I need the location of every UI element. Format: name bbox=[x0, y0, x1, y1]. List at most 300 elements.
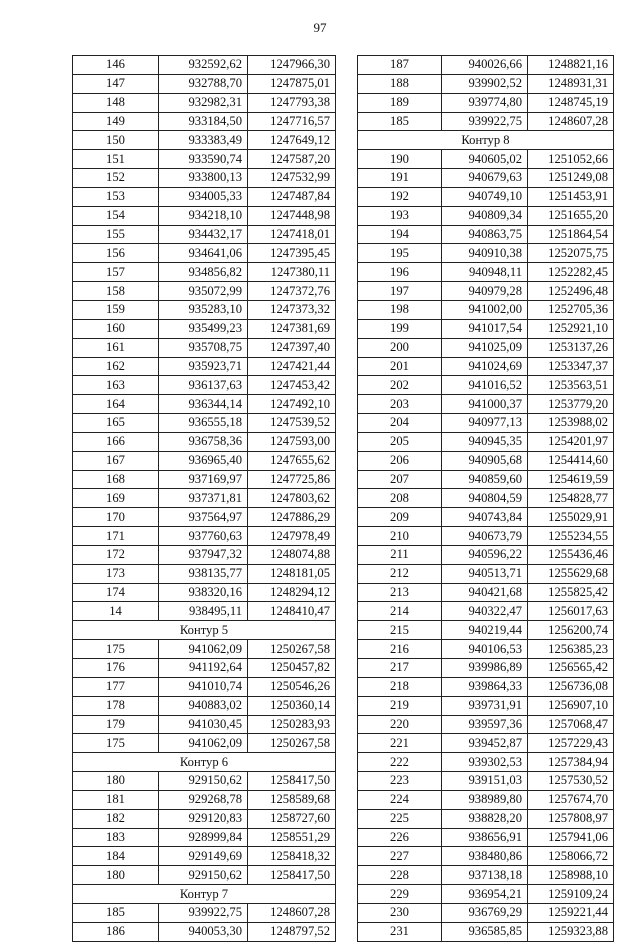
y-coordinate-cell: 1247655,62 bbox=[248, 451, 336, 470]
y-coordinate-cell: 1247421,44 bbox=[248, 357, 336, 376]
table-row bbox=[73, 866, 336, 885]
y-coordinate-cell: 1248931,31 bbox=[528, 74, 614, 93]
point-number-cell: 153 bbox=[73, 187, 159, 206]
point-number-cell: 175 bbox=[73, 734, 159, 753]
y-coordinate-cell: 1247886,29 bbox=[248, 508, 336, 527]
contour-header-row bbox=[358, 131, 614, 150]
table-row bbox=[73, 338, 336, 357]
table-row bbox=[73, 112, 336, 131]
y-coordinate-cell: 1248745,19 bbox=[528, 93, 614, 112]
point-number-cell: 203 bbox=[358, 395, 442, 414]
x-coordinate-cell: 940859,60 bbox=[442, 470, 528, 489]
y-coordinate-cell: 1252282,45 bbox=[528, 263, 614, 282]
y-coordinate-cell: 1247373,32 bbox=[248, 300, 336, 319]
y-coordinate-cell: 1259109,24 bbox=[528, 885, 614, 904]
point-number-cell: 163 bbox=[73, 376, 159, 395]
x-coordinate-cell: 939902,52 bbox=[442, 74, 528, 93]
x-coordinate-cell: 940948,11 bbox=[442, 263, 528, 282]
y-coordinate-cell: 1247966,30 bbox=[248, 56, 336, 75]
table-row bbox=[358, 903, 614, 922]
point-number-cell: 231 bbox=[358, 922, 442, 941]
x-coordinate-cell: 941030,45 bbox=[159, 715, 248, 734]
x-coordinate-cell: 935923,71 bbox=[159, 357, 248, 376]
contour-label: Контур 8 bbox=[358, 131, 614, 150]
table-row bbox=[73, 903, 336, 922]
table-row bbox=[73, 602, 336, 621]
point-number-cell: 208 bbox=[358, 489, 442, 508]
x-coordinate-cell: 936555,18 bbox=[159, 414, 248, 433]
x-coordinate-cell: 940883,02 bbox=[159, 696, 248, 715]
table-row bbox=[358, 489, 614, 508]
point-number-cell: 197 bbox=[358, 282, 442, 301]
x-coordinate-cell: 936769,29 bbox=[442, 903, 528, 922]
y-coordinate-cell: 1247978,49 bbox=[248, 527, 336, 546]
table-row bbox=[73, 715, 336, 734]
x-coordinate-cell: 939864,33 bbox=[442, 677, 528, 696]
y-coordinate-cell: 1247448,98 bbox=[248, 206, 336, 225]
point-number-cell: 180 bbox=[73, 866, 159, 885]
table-row bbox=[73, 922, 336, 941]
y-coordinate-cell: 1252496,48 bbox=[528, 282, 614, 301]
point-number-cell: 198 bbox=[358, 300, 442, 319]
point-number-cell: 212 bbox=[358, 564, 442, 583]
y-coordinate-cell: 1247587,20 bbox=[248, 150, 336, 169]
table-row bbox=[73, 169, 336, 188]
point-number-cell: 214 bbox=[358, 602, 442, 621]
point-number-cell: 169 bbox=[73, 489, 159, 508]
point-number-cell: 185 bbox=[358, 112, 442, 131]
table-row bbox=[73, 508, 336, 527]
y-coordinate-cell: 1255825,42 bbox=[528, 583, 614, 602]
point-number-cell: 184 bbox=[73, 847, 159, 866]
table-row bbox=[358, 150, 614, 169]
table-row bbox=[358, 602, 614, 621]
point-number-cell: 188 bbox=[358, 74, 442, 93]
table-row bbox=[358, 300, 614, 319]
point-number-cell: 228 bbox=[358, 866, 442, 885]
y-coordinate-cell: 1250283,93 bbox=[248, 715, 336, 734]
y-coordinate-cell: 1251864,54 bbox=[528, 225, 614, 244]
table-row bbox=[358, 112, 614, 131]
x-coordinate-cell: 929120,83 bbox=[159, 809, 248, 828]
y-coordinate-cell: 1248607,28 bbox=[248, 903, 336, 922]
y-coordinate-cell: 1254619,59 bbox=[528, 470, 614, 489]
table-row bbox=[73, 432, 336, 451]
y-coordinate-cell: 1253563,51 bbox=[528, 376, 614, 395]
y-coordinate-cell: 1258066,72 bbox=[528, 847, 614, 866]
y-coordinate-cell: 1247716,57 bbox=[248, 112, 336, 131]
x-coordinate-cell: 937947,32 bbox=[159, 545, 248, 564]
y-coordinate-cell: 1247725,86 bbox=[248, 470, 336, 489]
y-coordinate-cell: 1247539,52 bbox=[248, 414, 336, 433]
point-number-cell: 202 bbox=[358, 376, 442, 395]
point-number-cell: 222 bbox=[358, 753, 442, 772]
x-coordinate-cell: 939302,53 bbox=[442, 753, 528, 772]
point-number-cell: 164 bbox=[73, 395, 159, 414]
y-coordinate-cell: 1256736,08 bbox=[528, 677, 614, 696]
y-coordinate-cell: 1248181,05 bbox=[248, 564, 336, 583]
x-coordinate-cell: 935499,23 bbox=[159, 319, 248, 338]
point-number-cell: 185 bbox=[73, 903, 159, 922]
table-row bbox=[73, 545, 336, 564]
contour-header-row bbox=[73, 621, 336, 640]
table-row bbox=[73, 357, 336, 376]
table-row bbox=[358, 432, 614, 451]
x-coordinate-cell: 928999,84 bbox=[159, 828, 248, 847]
x-coordinate-cell: 940673,79 bbox=[442, 527, 528, 546]
point-number-cell: 189 bbox=[358, 93, 442, 112]
point-number-cell: 181 bbox=[73, 790, 159, 809]
table-row bbox=[73, 225, 336, 244]
table-row bbox=[358, 93, 614, 112]
y-coordinate-cell: 1258418,32 bbox=[248, 847, 336, 866]
point-number-cell: 170 bbox=[73, 508, 159, 527]
point-number-cell: 229 bbox=[358, 885, 442, 904]
x-coordinate-cell: 940679,63 bbox=[442, 169, 528, 188]
point-number-cell: 209 bbox=[358, 508, 442, 527]
y-coordinate-cell: 1251249,08 bbox=[528, 169, 614, 188]
x-coordinate-cell: 936954,21 bbox=[442, 885, 528, 904]
y-coordinate-cell: 1250267,58 bbox=[248, 640, 336, 659]
x-coordinate-cell: 929150,62 bbox=[159, 772, 248, 791]
x-coordinate-cell: 941024,69 bbox=[442, 357, 528, 376]
y-coordinate-cell: 1247397,40 bbox=[248, 338, 336, 357]
table-row bbox=[73, 93, 336, 112]
table-row bbox=[73, 319, 336, 338]
table-row bbox=[73, 206, 336, 225]
contour-label: Контур 6 bbox=[73, 753, 336, 772]
x-coordinate-cell: 938828,20 bbox=[442, 809, 528, 828]
x-coordinate-cell: 940945,35 bbox=[442, 432, 528, 451]
y-coordinate-cell: 1248821,16 bbox=[528, 56, 614, 75]
x-coordinate-cell: 940513,71 bbox=[442, 564, 528, 583]
x-coordinate-cell: 940596,22 bbox=[442, 545, 528, 564]
table-row bbox=[358, 922, 614, 941]
y-coordinate-cell: 1257674,70 bbox=[528, 790, 614, 809]
y-coordinate-cell: 1256200,74 bbox=[528, 621, 614, 640]
y-coordinate-cell: 1248607,28 bbox=[528, 112, 614, 131]
table-row bbox=[73, 583, 336, 602]
x-coordinate-cell: 929268,78 bbox=[159, 790, 248, 809]
x-coordinate-cell: 940979,28 bbox=[442, 282, 528, 301]
table-row bbox=[358, 772, 614, 791]
point-number-cell: 220 bbox=[358, 715, 442, 734]
y-coordinate-cell: 1257384,94 bbox=[528, 753, 614, 772]
table-row bbox=[358, 545, 614, 564]
point-number-cell: 152 bbox=[73, 169, 159, 188]
y-coordinate-cell: 1254828,77 bbox=[528, 489, 614, 508]
y-coordinate-cell: 1248797,52 bbox=[248, 922, 336, 941]
point-number-cell: 216 bbox=[358, 640, 442, 659]
table-row bbox=[358, 376, 614, 395]
x-coordinate-cell: 940053,30 bbox=[159, 922, 248, 941]
table-row bbox=[73, 263, 336, 282]
y-coordinate-cell: 1247453,42 bbox=[248, 376, 336, 395]
x-coordinate-cell: 935283,10 bbox=[159, 300, 248, 319]
y-coordinate-cell: 1257229,43 bbox=[528, 734, 614, 753]
x-coordinate-cell: 937169,97 bbox=[159, 470, 248, 489]
table-row bbox=[73, 828, 336, 847]
x-coordinate-cell: 939774,80 bbox=[442, 93, 528, 112]
x-coordinate-cell: 941062,09 bbox=[159, 734, 248, 753]
x-coordinate-cell: 941017,54 bbox=[442, 319, 528, 338]
x-coordinate-cell: 934856,82 bbox=[159, 263, 248, 282]
table-row bbox=[358, 564, 614, 583]
x-coordinate-cell: 935708,75 bbox=[159, 338, 248, 357]
point-number-cell: 224 bbox=[358, 790, 442, 809]
table-row bbox=[358, 866, 614, 885]
x-coordinate-cell: 933800,13 bbox=[159, 169, 248, 188]
y-coordinate-cell: 1250267,58 bbox=[248, 734, 336, 753]
x-coordinate-cell: 929150,62 bbox=[159, 866, 248, 885]
x-coordinate-cell: 938480,86 bbox=[442, 847, 528, 866]
point-number-cell: 191 bbox=[358, 169, 442, 188]
y-coordinate-cell: 1251052,66 bbox=[528, 150, 614, 169]
x-coordinate-cell: 940809,34 bbox=[442, 206, 528, 225]
x-coordinate-cell: 940863,75 bbox=[442, 225, 528, 244]
x-coordinate-cell: 940219,44 bbox=[442, 621, 528, 640]
y-coordinate-cell: 1250360,14 bbox=[248, 696, 336, 715]
y-coordinate-cell: 1258589,68 bbox=[248, 790, 336, 809]
coordinates-table-right bbox=[357, 55, 614, 942]
table-row bbox=[73, 564, 336, 583]
point-number-cell: 199 bbox=[358, 319, 442, 338]
contour-header-row bbox=[73, 753, 336, 772]
y-coordinate-cell: 1255629,68 bbox=[528, 564, 614, 583]
y-coordinate-cell: 1248294,12 bbox=[248, 583, 336, 602]
y-coordinate-cell: 1259221,44 bbox=[528, 903, 614, 922]
point-number-cell: 218 bbox=[358, 677, 442, 696]
y-coordinate-cell: 1247381,69 bbox=[248, 319, 336, 338]
point-number-cell: 213 bbox=[358, 583, 442, 602]
x-coordinate-cell: 940910,38 bbox=[442, 244, 528, 263]
table-row bbox=[358, 640, 614, 659]
y-coordinate-cell: 1248410,47 bbox=[248, 602, 336, 621]
table-row bbox=[73, 282, 336, 301]
table-row bbox=[73, 131, 336, 150]
table-row bbox=[358, 790, 614, 809]
table-row bbox=[358, 715, 614, 734]
point-number-cell: 182 bbox=[73, 809, 159, 828]
table-row bbox=[358, 696, 614, 715]
y-coordinate-cell: 1259323,88 bbox=[528, 922, 614, 941]
x-coordinate-cell: 940106,53 bbox=[442, 640, 528, 659]
y-coordinate-cell: 1256385,23 bbox=[528, 640, 614, 659]
x-coordinate-cell: 934432,17 bbox=[159, 225, 248, 244]
x-coordinate-cell: 941000,37 bbox=[442, 395, 528, 414]
x-coordinate-cell: 941010,74 bbox=[159, 677, 248, 696]
y-coordinate-cell: 1252705,36 bbox=[528, 300, 614, 319]
y-coordinate-cell: 1258727,60 bbox=[248, 809, 336, 828]
table-row bbox=[73, 527, 336, 546]
table-row bbox=[358, 395, 614, 414]
table-row bbox=[358, 74, 614, 93]
table-row bbox=[358, 319, 614, 338]
y-coordinate-cell: 1247875,01 bbox=[248, 74, 336, 93]
x-coordinate-cell: 935072,99 bbox=[159, 282, 248, 301]
point-number-cell: 154 bbox=[73, 206, 159, 225]
y-coordinate-cell: 1247380,11 bbox=[248, 263, 336, 282]
point-number-cell: 226 bbox=[358, 828, 442, 847]
x-coordinate-cell: 941002,00 bbox=[442, 300, 528, 319]
table-row bbox=[358, 263, 614, 282]
point-number-cell: 219 bbox=[358, 696, 442, 715]
table-row bbox=[73, 470, 336, 489]
table-row bbox=[358, 414, 614, 433]
table-row bbox=[73, 56, 336, 75]
point-number-cell: 211 bbox=[358, 545, 442, 564]
point-number-cell: 196 bbox=[358, 263, 442, 282]
table-row bbox=[73, 150, 336, 169]
point-number-cell: 146 bbox=[73, 56, 159, 75]
point-number-cell: 217 bbox=[358, 659, 442, 678]
x-coordinate-cell: 936344,14 bbox=[159, 395, 248, 414]
x-coordinate-cell: 933590,74 bbox=[159, 150, 248, 169]
y-coordinate-cell: 1247492,10 bbox=[248, 395, 336, 414]
y-coordinate-cell: 1253137,26 bbox=[528, 338, 614, 357]
point-number-cell: 230 bbox=[358, 903, 442, 922]
point-number-cell: 175 bbox=[73, 640, 159, 659]
x-coordinate-cell: 939452,87 bbox=[442, 734, 528, 753]
x-coordinate-cell: 940322,47 bbox=[442, 602, 528, 621]
table-row bbox=[358, 187, 614, 206]
table-row bbox=[358, 357, 614, 376]
point-number-cell: 206 bbox=[358, 451, 442, 470]
table-row bbox=[73, 300, 336, 319]
y-coordinate-cell: 1255234,55 bbox=[528, 527, 614, 546]
y-coordinate-cell: 1254201,97 bbox=[528, 432, 614, 451]
table-row bbox=[73, 734, 336, 753]
point-number-cell: 183 bbox=[73, 828, 159, 847]
point-number-cell: 14 bbox=[73, 602, 159, 621]
x-coordinate-cell: 937564,97 bbox=[159, 508, 248, 527]
contour-label: Контур 7 bbox=[73, 885, 336, 904]
point-number-cell: 223 bbox=[358, 772, 442, 791]
point-number-cell: 156 bbox=[73, 244, 159, 263]
x-coordinate-cell: 940977,13 bbox=[442, 414, 528, 433]
table-row bbox=[73, 187, 336, 206]
x-coordinate-cell: 933383,49 bbox=[159, 131, 248, 150]
table-row bbox=[73, 376, 336, 395]
point-number-cell: 150 bbox=[73, 131, 159, 150]
point-number-cell: 165 bbox=[73, 414, 159, 433]
table-row bbox=[73, 847, 336, 866]
x-coordinate-cell: 939151,03 bbox=[442, 772, 528, 791]
contour-label: Контур 5 bbox=[73, 621, 336, 640]
table-row bbox=[73, 809, 336, 828]
y-coordinate-cell: 1256907,10 bbox=[528, 696, 614, 715]
y-coordinate-cell: 1258417,50 bbox=[248, 866, 336, 885]
x-coordinate-cell: 932592,62 bbox=[159, 56, 248, 75]
x-coordinate-cell: 939922,75 bbox=[159, 903, 248, 922]
point-number-cell: 186 bbox=[73, 922, 159, 941]
table-row bbox=[73, 790, 336, 809]
table-row bbox=[358, 659, 614, 678]
x-coordinate-cell: 940905,68 bbox=[442, 451, 528, 470]
y-coordinate-cell: 1253988,02 bbox=[528, 414, 614, 433]
point-number-cell: 221 bbox=[358, 734, 442, 753]
y-coordinate-cell: 1247803,62 bbox=[248, 489, 336, 508]
x-coordinate-cell: 940026,66 bbox=[442, 56, 528, 75]
point-number-cell: 201 bbox=[358, 357, 442, 376]
y-coordinate-cell: 1255436,46 bbox=[528, 545, 614, 564]
x-coordinate-cell: 932982,31 bbox=[159, 93, 248, 112]
y-coordinate-cell: 1251453,91 bbox=[528, 187, 614, 206]
table-row bbox=[73, 677, 336, 696]
y-coordinate-cell: 1247395,45 bbox=[248, 244, 336, 263]
point-number-cell: 207 bbox=[358, 470, 442, 489]
table-row bbox=[358, 225, 614, 244]
table-row bbox=[358, 169, 614, 188]
table-row bbox=[73, 772, 336, 791]
table-row bbox=[73, 395, 336, 414]
point-number-cell: 167 bbox=[73, 451, 159, 470]
x-coordinate-cell: 934641,06 bbox=[159, 244, 248, 263]
x-coordinate-cell: 938656,91 bbox=[442, 828, 528, 847]
table-row bbox=[73, 696, 336, 715]
point-number-cell: 227 bbox=[358, 847, 442, 866]
y-coordinate-cell: 1258417,50 bbox=[248, 772, 336, 791]
table-row bbox=[358, 282, 614, 301]
x-coordinate-cell: 938320,16 bbox=[159, 583, 248, 602]
x-coordinate-cell: 937371,81 bbox=[159, 489, 248, 508]
x-coordinate-cell: 939922,75 bbox=[442, 112, 528, 131]
table-row bbox=[358, 847, 614, 866]
point-number-cell: 194 bbox=[358, 225, 442, 244]
table-row bbox=[73, 451, 336, 470]
y-coordinate-cell: 1253347,37 bbox=[528, 357, 614, 376]
table-row bbox=[73, 244, 336, 263]
x-coordinate-cell: 939986,89 bbox=[442, 659, 528, 678]
point-number-cell: 180 bbox=[73, 772, 159, 791]
x-coordinate-cell: 933184,50 bbox=[159, 112, 248, 131]
x-coordinate-cell: 940605,02 bbox=[442, 150, 528, 169]
y-coordinate-cell: 1256565,42 bbox=[528, 659, 614, 678]
x-coordinate-cell: 934005,33 bbox=[159, 187, 248, 206]
x-coordinate-cell: 936758,36 bbox=[159, 432, 248, 451]
point-number-cell: 177 bbox=[73, 677, 159, 696]
y-coordinate-cell: 1247532,99 bbox=[248, 169, 336, 188]
y-coordinate-cell: 1258551,29 bbox=[248, 828, 336, 847]
table-row bbox=[358, 470, 614, 489]
point-number-cell: 159 bbox=[73, 300, 159, 319]
table-row bbox=[73, 74, 336, 93]
y-coordinate-cell: 1247487,84 bbox=[248, 187, 336, 206]
table-row bbox=[73, 640, 336, 659]
y-coordinate-cell: 1257068,47 bbox=[528, 715, 614, 734]
point-number-cell: 179 bbox=[73, 715, 159, 734]
table-row bbox=[358, 753, 614, 772]
point-number-cell: 187 bbox=[358, 56, 442, 75]
x-coordinate-cell: 940743,84 bbox=[442, 508, 528, 527]
table-row bbox=[73, 659, 336, 678]
coordinates-table-left bbox=[72, 55, 336, 942]
y-coordinate-cell: 1257808,97 bbox=[528, 809, 614, 828]
y-coordinate-cell: 1254414,60 bbox=[528, 451, 614, 470]
point-number-cell: 205 bbox=[358, 432, 442, 451]
point-number-cell: 151 bbox=[73, 150, 159, 169]
x-coordinate-cell: 941025,09 bbox=[442, 338, 528, 357]
point-number-cell: 190 bbox=[358, 150, 442, 169]
y-coordinate-cell: 1257530,52 bbox=[528, 772, 614, 791]
point-number-cell: 195 bbox=[358, 244, 442, 263]
point-number-cell: 149 bbox=[73, 112, 159, 131]
y-coordinate-cell: 1256017,63 bbox=[528, 602, 614, 621]
y-coordinate-cell: 1253779,20 bbox=[528, 395, 614, 414]
point-number-cell: 215 bbox=[358, 621, 442, 640]
table-row bbox=[358, 677, 614, 696]
point-number-cell: 172 bbox=[73, 545, 159, 564]
